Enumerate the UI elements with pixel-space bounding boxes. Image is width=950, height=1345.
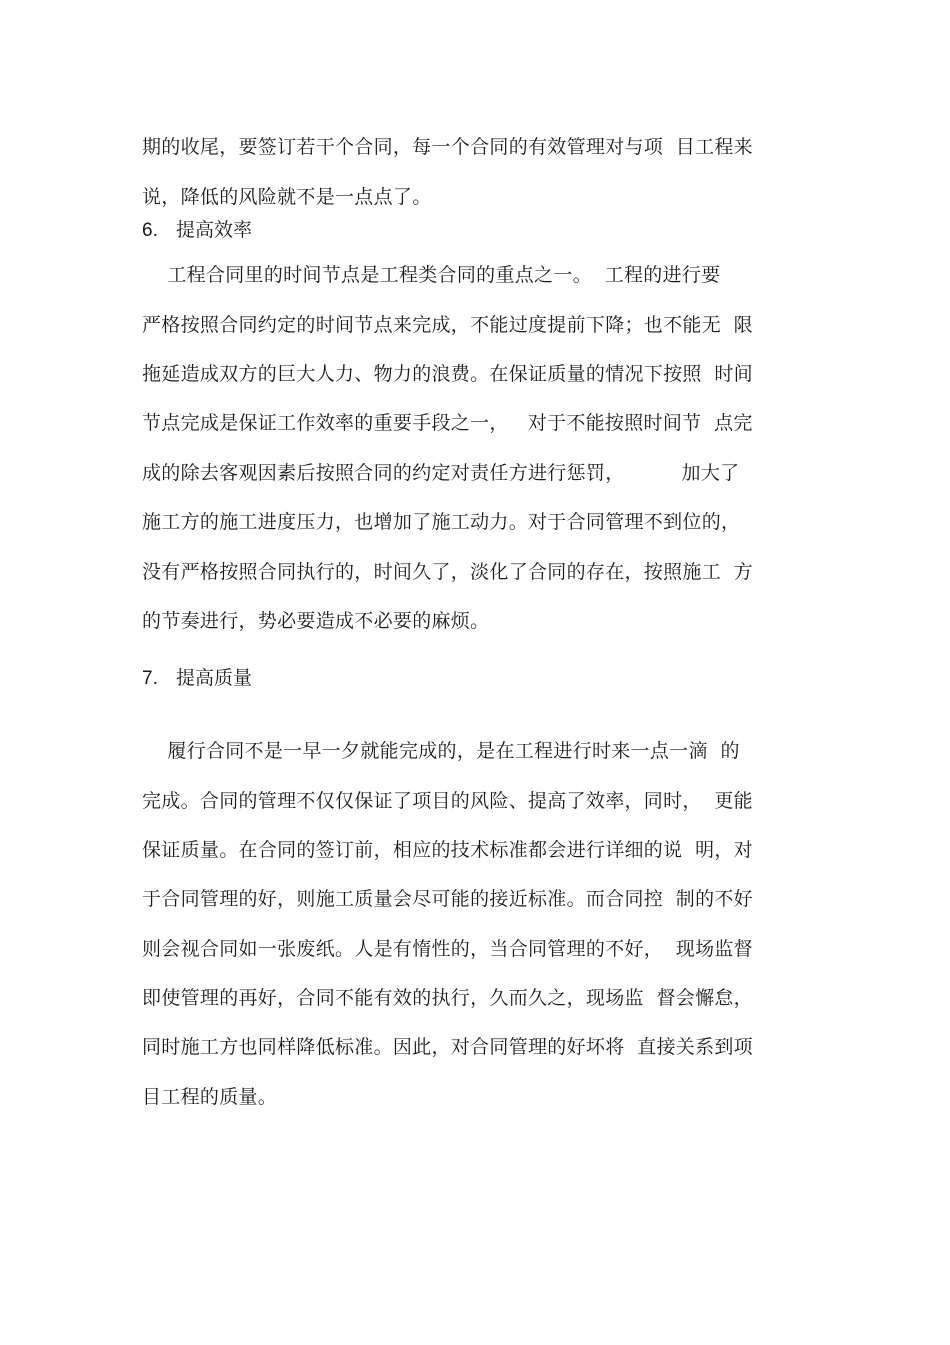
section-number: 6. — [142, 220, 158, 241]
paragraph-line: 拖延造成双方的巨大人力、物力的浪费。在保证质量的情况下按照 时间 — [142, 363, 753, 385]
paragraph-line: 完成。合同的管理不仅仅保证了项目的风险、提高了效率，同时， 更能 — [142, 790, 753, 812]
paragraph-line: 即使管理的再好，合同不能有效的执行，久而久之，现场监 督会懈怠， — [142, 987, 753, 1009]
paragraph-line: 则会视合同如一张废纸。人是有惰性的，当合同管理的不好， 现场监督 — [142, 938, 753, 960]
paragraph-line: 期的收尾，要签订若干个合同，每一个合同的有效管理对与项 目工程来 — [142, 136, 753, 158]
section-6-heading — [142, 218, 252, 243]
paragraph-line: 施工方的施工进度压力，也增加了施工动力。对于合同管理不到位的， — [142, 511, 741, 533]
paragraph-line: 说，降低的风险就不是一点点了。 — [142, 186, 432, 208]
paragraph-line: 工程合同里的时间节点是工程类合同的重点之一。 工程的进行要 — [142, 264, 721, 286]
paragraph-line: 严格按照合同约定的时间节点来完成，不能过度提前下降；也不能无 限 — [142, 314, 753, 336]
paragraph-line: 保证质量。在合同的签订前，相应的技术标准都会进行详细的说 明，对 — [142, 839, 753, 861]
paragraph-line: 的节奏进行，势必要造成不必要的麻烦。 — [142, 610, 490, 632]
section-number: 7. — [142, 668, 158, 689]
paragraph-line: 目工程的质量。 — [142, 1086, 278, 1108]
section-7-heading — [142, 666, 252, 691]
paragraph-line: 没有严格按照合同执行的，时间久了，淡化了合同的存在，按照施工 方 — [142, 561, 753, 583]
section-title: 提高效率 — [176, 219, 253, 241]
paragraph-line: 成的除去客观因素后按照合同的约定对责任方进行惩罚， 加大了 — [142, 462, 740, 484]
paragraph-line: 节点完成是保证工作效率的重要手段之一， 对于不能按照时间节 点完 — [142, 412, 753, 434]
paragraph-line: 履行合同不是一早一夕就能完成的，是在工程进行时来一点一滴 的 — [142, 740, 740, 762]
paragraph-line: 于合同管理的好，则施工质量会尽可能的接近标准。而合同控 制的不好 — [142, 888, 753, 910]
section-title: 提高质量 — [176, 667, 253, 689]
paragraph-line: 同时施工方也同样降低标准。因此，对合同管理的好坏将 直接关系到项 — [142, 1036, 753, 1058]
